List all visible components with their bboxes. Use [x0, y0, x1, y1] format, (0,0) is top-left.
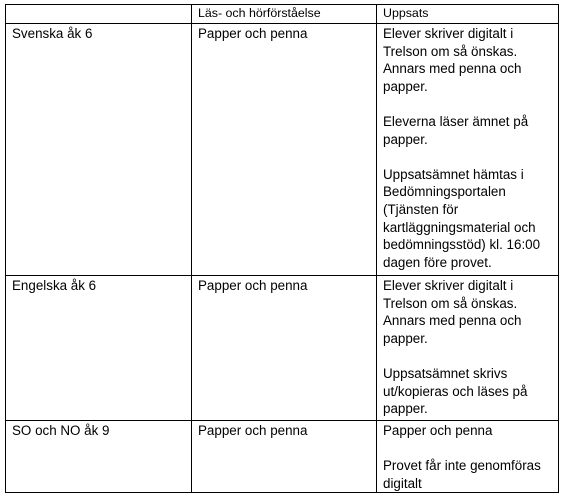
table-row: [6, 421, 559, 493]
essay-paragraph: Uppsatsämnet skrivs ut/kopieras och läses på papper.: [383, 365, 528, 417]
table-row: [6, 276, 559, 421]
subject-cell: SO och NO åk 9: [6, 421, 192, 493]
essay-paragraph: Elever skriver digitalt i Trelson om så önskas. Annars med penna och papper.: [383, 278, 522, 346]
assessment-table: [5, 4, 559, 493]
essay-cell: [377, 421, 559, 493]
essay-paragraph: Elever skriver digitalt i Trelson om så önskas. Annars med penna och papper.: [383, 26, 522, 94]
table-header-row: [6, 5, 559, 24]
essay-cell: [377, 24, 559, 276]
essay-cell: [377, 276, 559, 421]
reading-cell: Papper och penna: [192, 24, 377, 276]
reading-cell: Papper och penna: [192, 276, 377, 421]
table-row: [6, 24, 559, 276]
reading-cell: Papper och penna: [192, 421, 377, 493]
header-cell-reading: Läs- och hörförståelse: [192, 5, 377, 24]
essay-paragraph-text: Uppsatsämnet hämtas i Bedömningsportalen (Tjänsten för kartläggningsmaterial och bedömningsstöd) kl. 16:00 dagen före provet.: [383, 166, 541, 270]
subject-cell: Svenska åk 6: [6, 24, 192, 276]
header-cell-essay: Uppsats: [377, 5, 559, 24]
essay-paragraph: Papper och penna: [383, 423, 493, 438]
essay-paragraph: Eleverna läser ämnet på papper.: [383, 113, 529, 147]
essay-paragraph: Provet får inte genomföras digitalt: [383, 458, 541, 491]
subject-cell: Engelska åk 6: [6, 276, 192, 421]
header-cell-subject: [6, 5, 192, 24]
essay-paragraph: [383, 166, 553, 272]
